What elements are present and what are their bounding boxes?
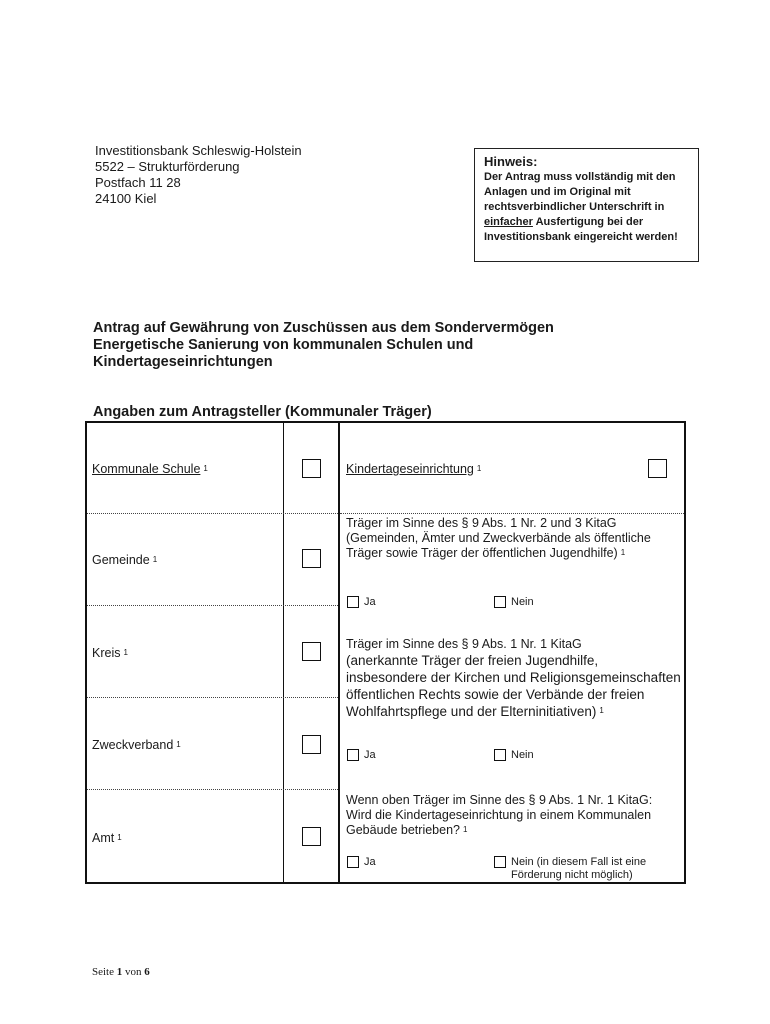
notice-text: Der Antrag muss vollständig mit den Anlagen und im Original mit rechtsverbindlicher Unterschrift in einfacher Ausfertigung bei der Investitionsbank eingereicht werden! — [484, 171, 678, 243]
address-line: 5522 – Strukturförderung — [95, 159, 240, 174]
form-title: Antrag auf Gewährung von Zuschüssen aus dem Sondervermögen Energetische Sanierung von kommunalen Schulen und Kindertageseinrichtungen — [93, 320, 554, 370]
page-number: Seite 1 von 6 — [92, 966, 150, 978]
option-kindertageseinrichtung: Kindertageseinrichtung $^1$ — [346, 462, 482, 476]
table-border-right — [684, 421, 686, 884]
table-divider — [283, 423, 284, 882]
option-amt: Amt $^1$ — [92, 831, 122, 845]
table-border-bottom — [85, 882, 686, 884]
option-gemeinde: Gemeinde $^1$ — [92, 553, 158, 567]
checkbox-traeger2-nein[interactable] — [494, 749, 506, 761]
table-border-top — [85, 421, 686, 423]
traeger-question-2: Träger im Sinne des § 9 Abs. 1 Nr. 1 KitaG — [346, 637, 582, 651]
table-border-left — [85, 421, 87, 884]
traeger-question-2-detail: (anerkannte Träger der freien Jugendhilfe, insbesondere der Kirchen und Religionsgemeinschaften öffentlichen Rechts sowie der Verbände der freien Wohlfahrtspflege und der Elterninitiativen) $^1$ — [346, 653, 681, 719]
notice-emphasis: einfacher — [484, 216, 533, 228]
option-kommunale-schule: Kommunale Schule $^1$ — [92, 462, 208, 476]
address-line: Postfach 11 28 — [95, 175, 181, 190]
option-kreis: Kreis $^1$ — [92, 646, 128, 660]
row-separator — [87, 513, 338, 514]
notice-title: Hinweis: — [484, 154, 538, 169]
row-separator — [87, 789, 338, 790]
checkbox-traeger2-ja[interactable] — [347, 749, 359, 761]
traeger2-ja-label: Ja — [364, 749, 376, 761]
address-line: Investitionsbank Schleswig-Holstein — [95, 143, 302, 158]
checkbox-gebaeude-nein[interactable] — [494, 856, 506, 868]
section-title: Angaben zum Antragsteller (Kommunaler Träger) — [93, 404, 432, 420]
row-separator — [87, 697, 338, 698]
checkbox-zweckverband[interactable] — [302, 735, 321, 754]
row-separator — [87, 605, 338, 606]
checkbox-kindertageseinrichtung[interactable] — [648, 459, 667, 478]
gebaeude-ja-label: Ja — [364, 856, 376, 868]
traeger1-nein-label: Nein — [511, 596, 534, 608]
kommunales-gebaeude-question: Wenn oben Träger im Sinne des § 9 Abs. 1 Nr. 1 KitaG: Wird die Kindertageseinrichtung in einem Kommunalen Gebäude betrieben? $^1$ — [346, 793, 653, 837]
recipient-address — [95, 143, 302, 207]
table-divider — [338, 423, 340, 882]
checkbox-amt[interactable] — [302, 827, 321, 846]
traeger2-nein-label: Nein — [511, 749, 534, 761]
checkbox-gebaeude-ja[interactable] — [347, 856, 359, 868]
traeger-question-1: Träger im Sinne des § 9 Abs. 1 Nr. 2 und 3 KitaG (Gemeinden, Ämter und Zweckverbände als öffentliche Träger sowie Träger der öffentlichen Jugendhilfe) $^1$ — [346, 516, 651, 560]
address-line: 24100 Kiel — [95, 191, 157, 206]
gebaeude-nein-note: Förderung nicht möglich) — [511, 869, 633, 881]
checkbox-kommunale-schule[interactable] — [302, 459, 321, 478]
checkbox-kreis[interactable] — [302, 642, 321, 661]
option-zweckverband: Zweckverband $^1$ — [92, 738, 181, 752]
traeger1-ja-label: Ja — [364, 596, 376, 608]
row-separator — [340, 513, 684, 514]
checkbox-gemeinde[interactable] — [302, 549, 321, 568]
checkbox-traeger1-ja[interactable] — [347, 596, 359, 608]
checkbox-traeger1-nein[interactable] — [494, 596, 506, 608]
notice-box — [474, 148, 699, 262]
gebaeude-nein-label: Nein (in diesem Fall ist eine — [511, 856, 647, 868]
